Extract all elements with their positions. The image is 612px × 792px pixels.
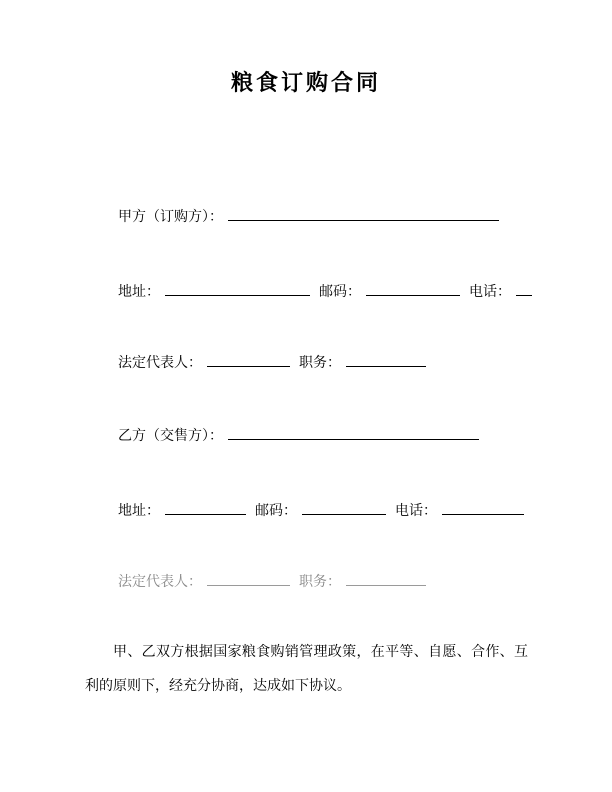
party-a-name-label: 甲方（订购方）： (118, 210, 223, 225)
party-b-legal-rep-blank (207, 571, 290, 586)
party-a-legal-rep-blank (207, 352, 290, 367)
intro-paragraph: 甲、乙双方根据国家粮食购销管理政策，在平等、自愿、合作、互利的原则下，经充分协商，达成如下协议。 (85, 645, 528, 694)
party-b-name-row (118, 425, 479, 446)
party-b-name-label: 乙方（交售方）： (118, 429, 223, 444)
party-b-legal-rep-label: 法定代表人： (118, 575, 202, 590)
party-a-contact-row (118, 281, 532, 302)
party-b-contact-row (118, 500, 524, 521)
party-a-phone-blank (516, 281, 532, 296)
party-a-legal-rep-label: 法定代表人： (118, 356, 202, 371)
party-b-position-label: 职务： (299, 575, 341, 590)
party-a-address-blank (165, 281, 310, 296)
party-b-position-blank (346, 571, 426, 586)
party-a-name-row (118, 206, 499, 227)
party-b-postcode-label: 邮码： (255, 504, 297, 519)
party-b-address-blank (165, 500, 246, 515)
party-b-postcode-blank (302, 500, 386, 515)
party-b-phone-blank (442, 500, 524, 515)
party-b-legal-rep-row (118, 571, 426, 592)
party-a-name-blank (228, 206, 499, 221)
document-title: 粮食订购合同 (230, 70, 381, 95)
party-b-address-label: 地址： (118, 504, 160, 519)
party-b-name-blank (228, 425, 479, 440)
party-b-phone-label: 电话： (395, 504, 437, 519)
party-a-postcode-label: 邮码： (319, 285, 361, 300)
party-a-postcode-blank (366, 281, 460, 296)
party-a-legal-rep-row (118, 352, 426, 373)
party-a-position-label: 职务： (299, 356, 341, 371)
party-a-phone-label: 电话： (469, 285, 511, 300)
party-a-position-blank (346, 352, 426, 367)
party-a-address-label: 地址： (118, 285, 160, 300)
